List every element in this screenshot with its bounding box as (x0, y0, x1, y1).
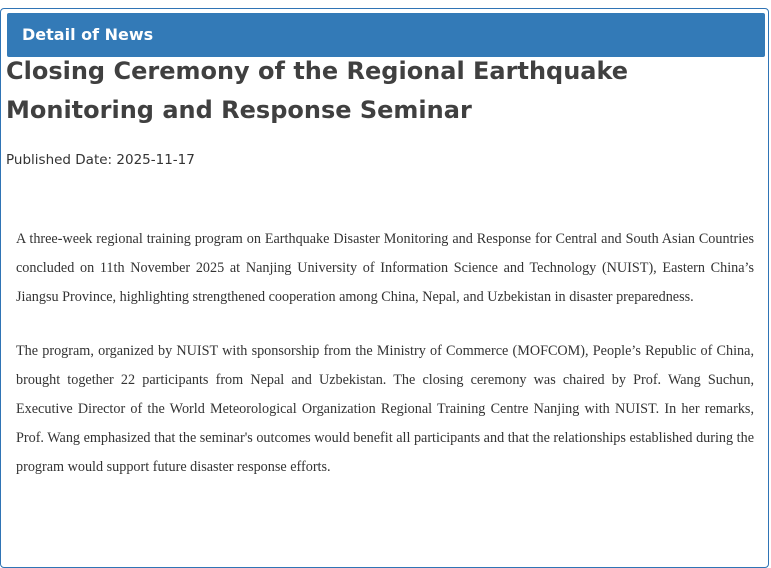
news-body (16, 225, 754, 507)
published-date: Published Date: 2025-11-17 (6, 152, 195, 168)
news-title: Closing Ceremony of the Regional Earthquake Monitoring and Response Seminar (6, 57, 629, 124)
panel-heading: Detail of News (7, 13, 765, 57)
news-paragraph: The program, organized by NUIST with sponsorship from the Ministry of Commerce (MOFCOM), People’s Republic of China, brought together 22 participants from Nepal and Uzbekistan. The closing ceremony was chaired by Prof. Wang Suchun, Executive Director of the World Meteorological Organization Regional Training Centre Nanjing with NUIST. In her remarks, Prof. Wang emphasized that the seminar's outcomes would benefit all participants and that the relationships established during the program would support future disaster response efforts. (16, 343, 754, 475)
news-paragraph: A three-week regional training program on Earthquake Disaster Monitoring and Response for Central and South Asian Countries concluded on 11th November 2025 at Nanjing University of Information Science and Technology (NUIST), Eastern China’s Jiangsu Province, highlighting strengthened cooperation among China, Nepal, and Uzbekistan in disaster preparedness. (16, 231, 754, 305)
